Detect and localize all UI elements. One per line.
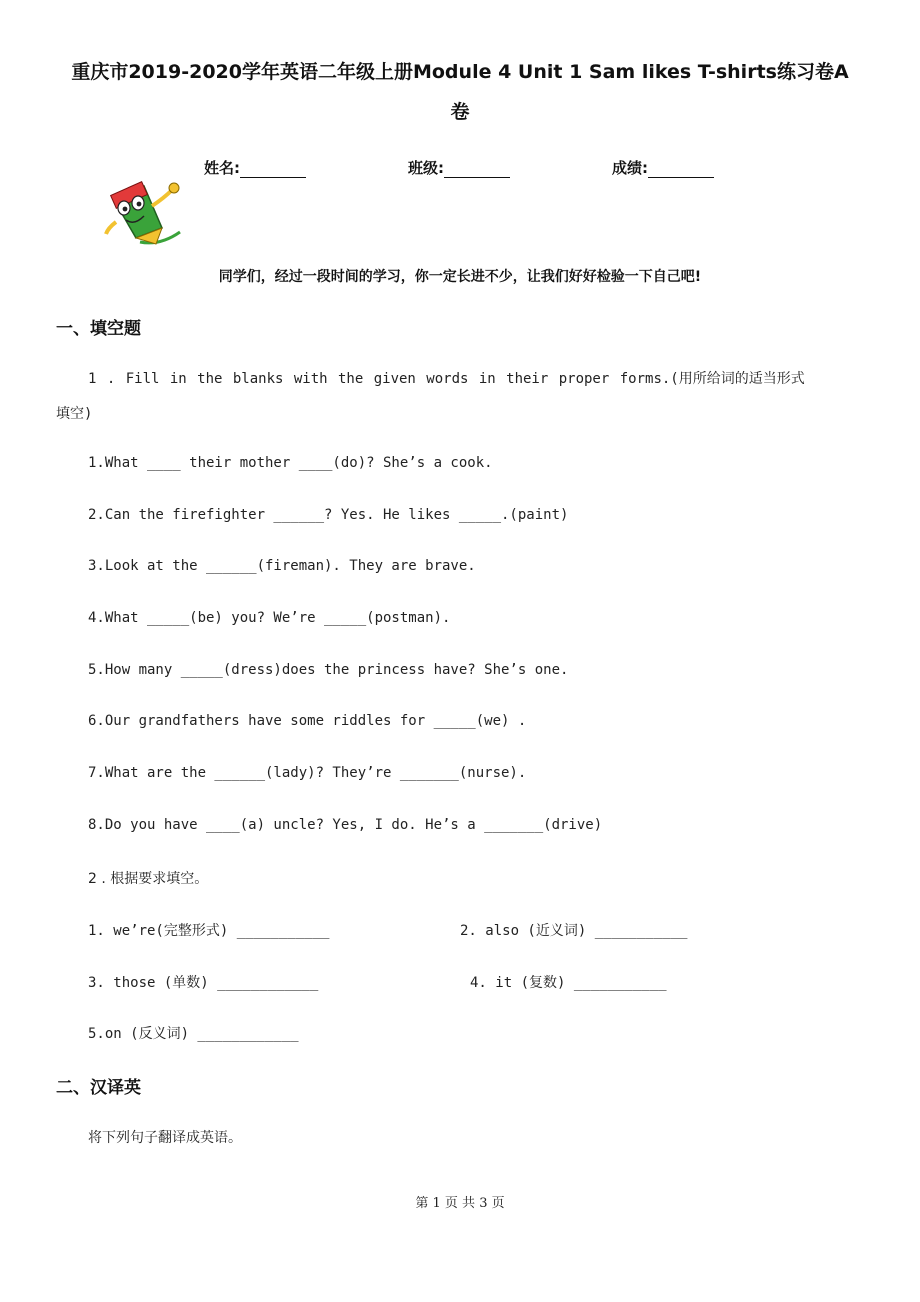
- class-field: [408, 157, 510, 178]
- q2-item-3: 3. those (单数) ____________: [88, 975, 319, 991]
- q1-item-6: 6.Our grandfathers have some riddles for _____(we) .: [88, 713, 527, 729]
- q1-item-4: 4.What _____(be) you? We’re _____(postman).: [88, 610, 451, 626]
- class-label: 班级:: [408, 159, 444, 177]
- pencil-mascot-icon: [100, 176, 186, 246]
- q2-item-4: 4. it (复数) ___________: [470, 975, 667, 991]
- section2-heading: 二、汉译英: [56, 1078, 141, 1098]
- q1-item-3: 3.Look at the ______(fireman). They are brave.: [88, 558, 476, 574]
- q1-item-8: 8.Do you have ____(a) uncle? Yes, I do. He’s a _______(drive): [88, 817, 603, 833]
- q2-prompt: 2 . 根据要求填空。: [88, 871, 209, 887]
- page-footer: 第 1 页 共 3 页: [415, 1196, 505, 1211]
- name-label: 姓名:: [204, 159, 240, 177]
- section1-heading: 一、填空题: [56, 319, 141, 339]
- class-blank: [444, 161, 510, 178]
- q2-item-1: 1. we’re(完整形式) ___________: [88, 923, 330, 939]
- document-title-line-1: 重庆市2019-2020学年英语二年级上册Module 4 Unit 1 Sam likes T-shirts练习卷A: [71, 61, 849, 83]
- q2-item-2: 2. also (近义词) ___________: [460, 923, 688, 939]
- intro-text: 同学们，经过一段时间的学习，你一定长进不少，让我们好好检验一下自己吧!: [218, 269, 702, 285]
- section2-instruction: 将下列句子翻译成英语。: [88, 1130, 242, 1146]
- score-field: [612, 157, 714, 178]
- q1-prompt-line-2: 填空): [56, 406, 93, 422]
- q2-item-5: 5.on (反义词) ____________: [88, 1026, 299, 1042]
- name-field: [204, 157, 306, 178]
- score-label: 成绩:: [612, 159, 648, 177]
- q1-prompt-line-1: 1 . Fill in the blanks with the given words in their proper forms.(用所给词的适当形式: [88, 371, 805, 387]
- q1-item-1: 1.What ____ their mother ____(do)? She’s a cook.: [88, 455, 493, 471]
- q1-item-5: 5.How many _____(dress)does the princess have? She’s one.: [88, 662, 569, 678]
- q1-item-2: 2.Can the firefighter ______? Yes. He likes _____.(paint): [88, 507, 569, 523]
- score-blank: [648, 161, 714, 178]
- q1-item-7: 7.What are the ______(lady)? They’re _______(nurse).: [88, 765, 527, 781]
- document-title-line-2: 卷: [450, 101, 470, 123]
- name-blank: [240, 161, 306, 178]
